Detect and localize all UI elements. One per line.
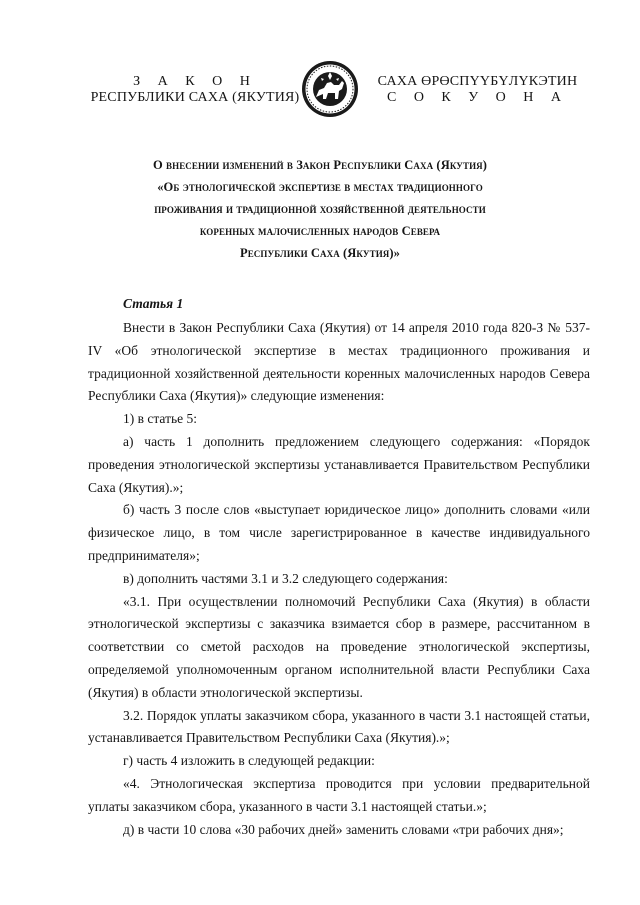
document-title [100,154,540,264]
article-heading: Статья 1 [123,296,184,311]
title-line: коренных малочисленных народов Севера [199,224,441,238]
title-line: проживания и традиционной хозяйственной деятельности [154,202,486,216]
header-right-line2: С О К У О Н А [386,90,569,105]
header-right [350,74,605,106]
paragraph: 3.2. Порядок уплаты заказчиком сбора, указанного в части 3.1 настоящей статьи, устанавливается Правительством Республики Саха (Якутия).»; [88,707,590,746]
header-left-line2: РЕСПУБЛИКИ САХА (ЯКУТИЯ) [90,90,300,105]
title-line: «Об этнологической экспертизе в местах традиционного [157,180,483,194]
document-body [88,317,590,841]
paragraph: б) часть 3 после слов «выступает юридическое лицо» дополнить словами «или физическое лицо, в том числе зарегистрированное в качестве индивидуального предпринимателя»; [88,502,590,563]
paragraph: д) в части 10 слова «30 рабочих дней» заменить словами «три рабочих дня»; [123,821,564,837]
header-left-line1: З А К О Н [133,74,257,89]
paragraph: в) дополнить частями 3.1 и 3.2 следующего содержания: [123,570,448,586]
paragraph: 1) в статье 5: [123,411,197,427]
paragraph: Внести в Закон Республики Саха (Якутия) от 14 апреля 2010 года 820-З № 537-IV «Об этнологической экспертизе в местах традиционного проживания и традиционной хозяйственной деятельности коренных малочисленных народов Севера Республики Саха (Якутия)» следующие изменения: [88,320,590,404]
paragraph: г) часть 4 изложить в следующей редакции: [123,753,375,769]
paragraph: «3.1. При осуществлении полномочий Республики Саха (Якутия) в области этнологической экспертизы с заказчика взимается сбор в размере, рассчитанном в соответствии со сметой расходов на проведение этнологической экспертизы, определяемой уполномоченным органом исполнительной власти Республики Саха (Якутия) в области этнологической экспертизы. [88,593,590,700]
header-right-line1: САХА ӨРӨСПҮҮБҮЛҮКЭТИН [377,74,578,89]
paragraph: а) часть 1 дополнить предложением следующего содержания: «Порядок проведения этнологической экспертизы устанавливается Правительством Республики Саха (Якутия).»; [88,433,590,495]
header-left [70,74,320,106]
title-line: О внесении изменений в Закон Республики Саха (Якутия) [152,158,488,172]
paragraph: «4. Этнологическая экспертиза проводится при условии предварительной уплаты заказчиком сбора, указанного в части 3.1 настоящей статьи.»; [88,775,590,814]
title-line: Республики Саха (Якутия)» [239,246,401,260]
